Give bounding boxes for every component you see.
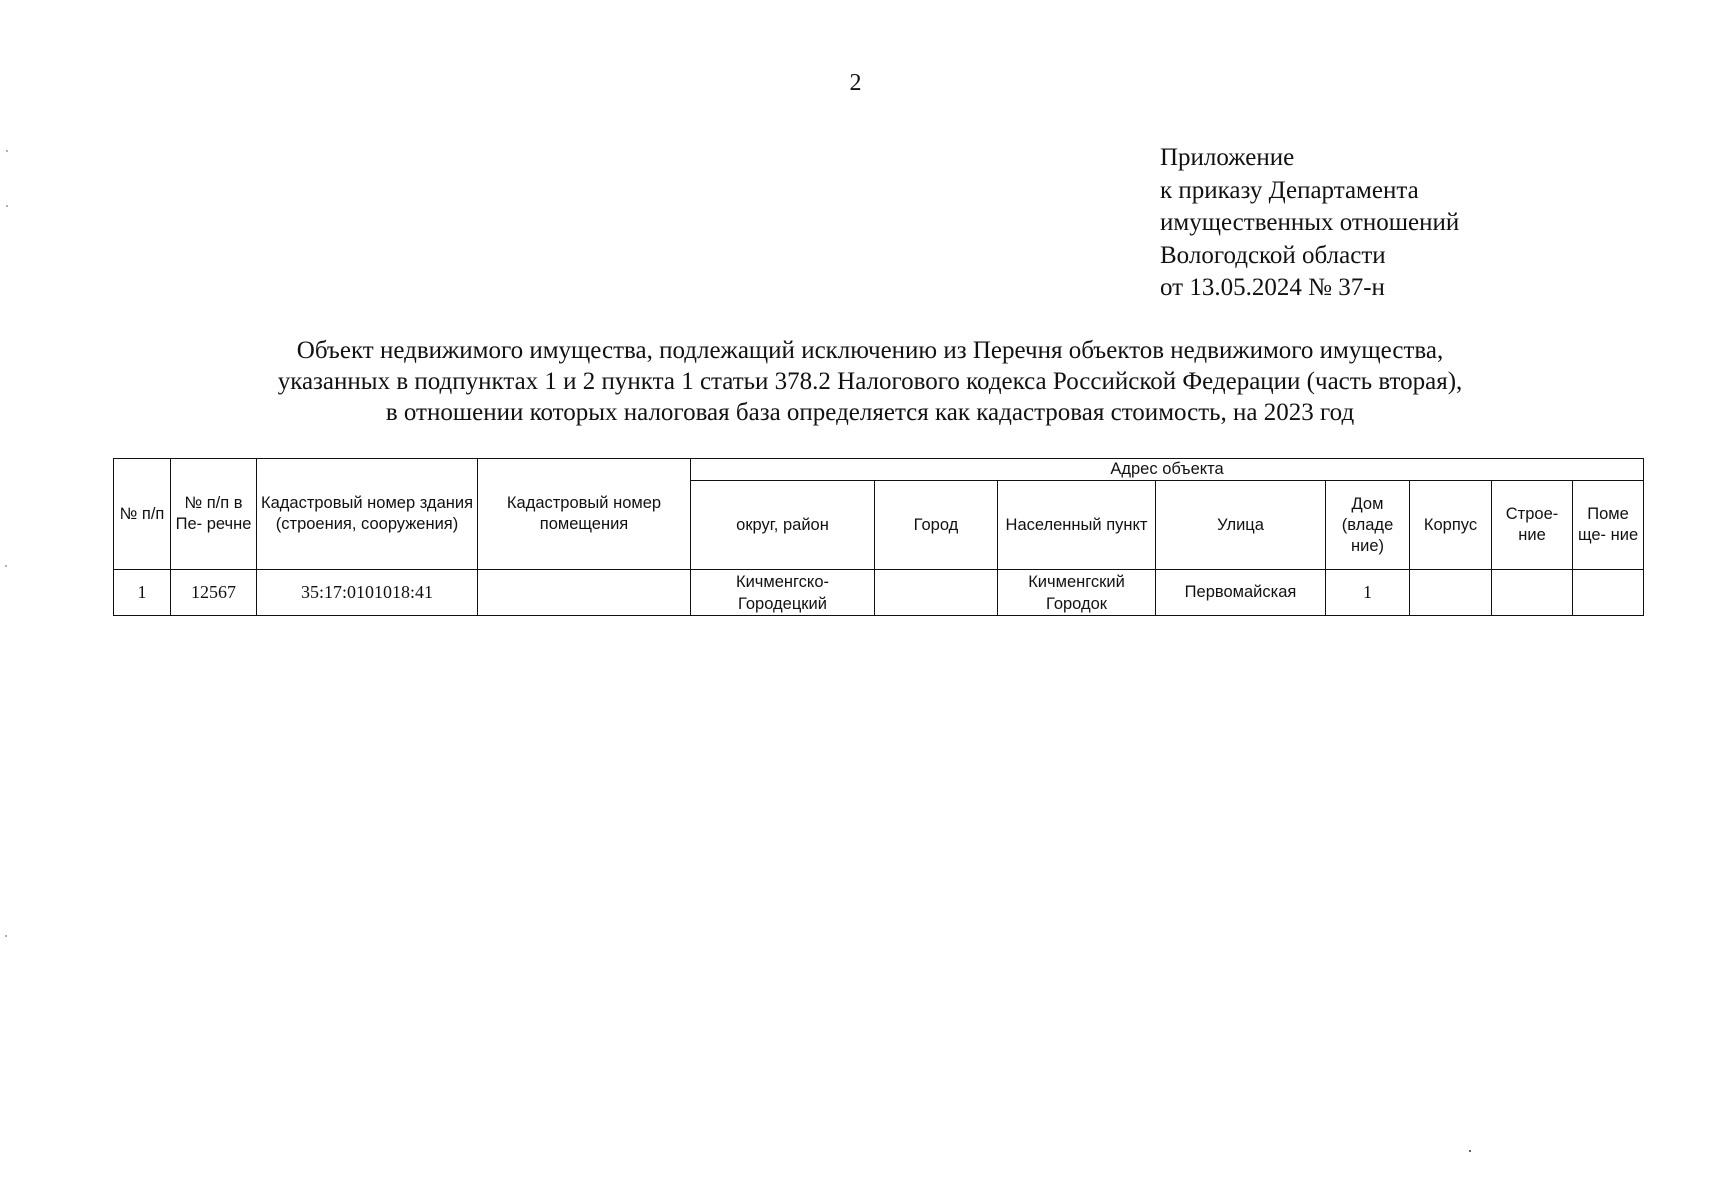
header-building-cadastral: Кадастровый номер здания (строения, сооружения) bbox=[257, 459, 478, 570]
table-row bbox=[114, 570, 1644, 616]
header-room: Поме ще- ние bbox=[1573, 481, 1644, 570]
header-list-no: № п/п в Пе- речне bbox=[171, 459, 257, 570]
property-table bbox=[113, 458, 1644, 616]
cell-house: 1 bbox=[1326, 570, 1410, 616]
page-number: 2 bbox=[849, 70, 862, 96]
header-row-no: № п/п bbox=[114, 459, 171, 570]
cell-premises-cadastral bbox=[478, 570, 691, 616]
header-address-group: Адрес объекта bbox=[691, 459, 1644, 481]
scan-speck bbox=[1469, 1150, 1471, 1152]
cell-list-no: 12567 bbox=[171, 570, 257, 616]
header-premises-cadastral: Кадастровый номер помещения bbox=[478, 459, 691, 570]
title-line: указанных в подпунктах 1 и 2 пункта 1 статьи 378.2 Налогового кодекса Российской Федерации (часть вторая), bbox=[277, 368, 1463, 395]
cell-room bbox=[1573, 570, 1644, 616]
scan-speck bbox=[6, 205, 8, 207]
appendix-line: имущественных отношений bbox=[1160, 209, 1460, 236]
title-line: в отношении которых налоговая база определяется как кадастровая стоимость, на 2023 год bbox=[385, 399, 1355, 426]
header-building: Корпус bbox=[1410, 481, 1492, 570]
scan-speck bbox=[6, 150, 8, 152]
header-district: округ, район bbox=[691, 481, 875, 570]
cell-row-no: 1 bbox=[114, 570, 171, 616]
header-city: Город bbox=[875, 481, 998, 570]
header-street: Улица bbox=[1156, 481, 1326, 570]
appendix-block bbox=[1160, 142, 1459, 305]
document-title bbox=[100, 335, 1640, 428]
appendix-line: Приложение bbox=[1160, 144, 1295, 171]
scan-speck bbox=[5, 565, 7, 567]
header-house: Дом (владе ние) bbox=[1326, 481, 1410, 570]
appendix-line: к приказу Департамента bbox=[1160, 176, 1419, 204]
cell-building-cadastral: 35:17:0101018:41 bbox=[257, 570, 478, 616]
header-settlement: Населенный пункт bbox=[998, 481, 1156, 570]
cell-city bbox=[875, 570, 998, 616]
title-line: Объект недвижимого имущества, подлежащий исключению из Перечня объектов недвижимого имущества, bbox=[296, 337, 1444, 364]
appendix-line: Вологодской области bbox=[1160, 241, 1386, 269]
cell-structure bbox=[1492, 570, 1573, 616]
appendix-line: от 13.05.2024 № 37-н bbox=[1160, 274, 1385, 301]
header-structure: Строе- ние bbox=[1492, 481, 1573, 570]
cell-district: Кичменгско- Городецкий bbox=[691, 570, 875, 616]
scan-speck bbox=[5, 935, 7, 937]
cell-street: Первомайская bbox=[1156, 570, 1326, 616]
cell-settlement: Кичменгский Городок bbox=[998, 570, 1156, 616]
cell-building bbox=[1410, 570, 1492, 616]
